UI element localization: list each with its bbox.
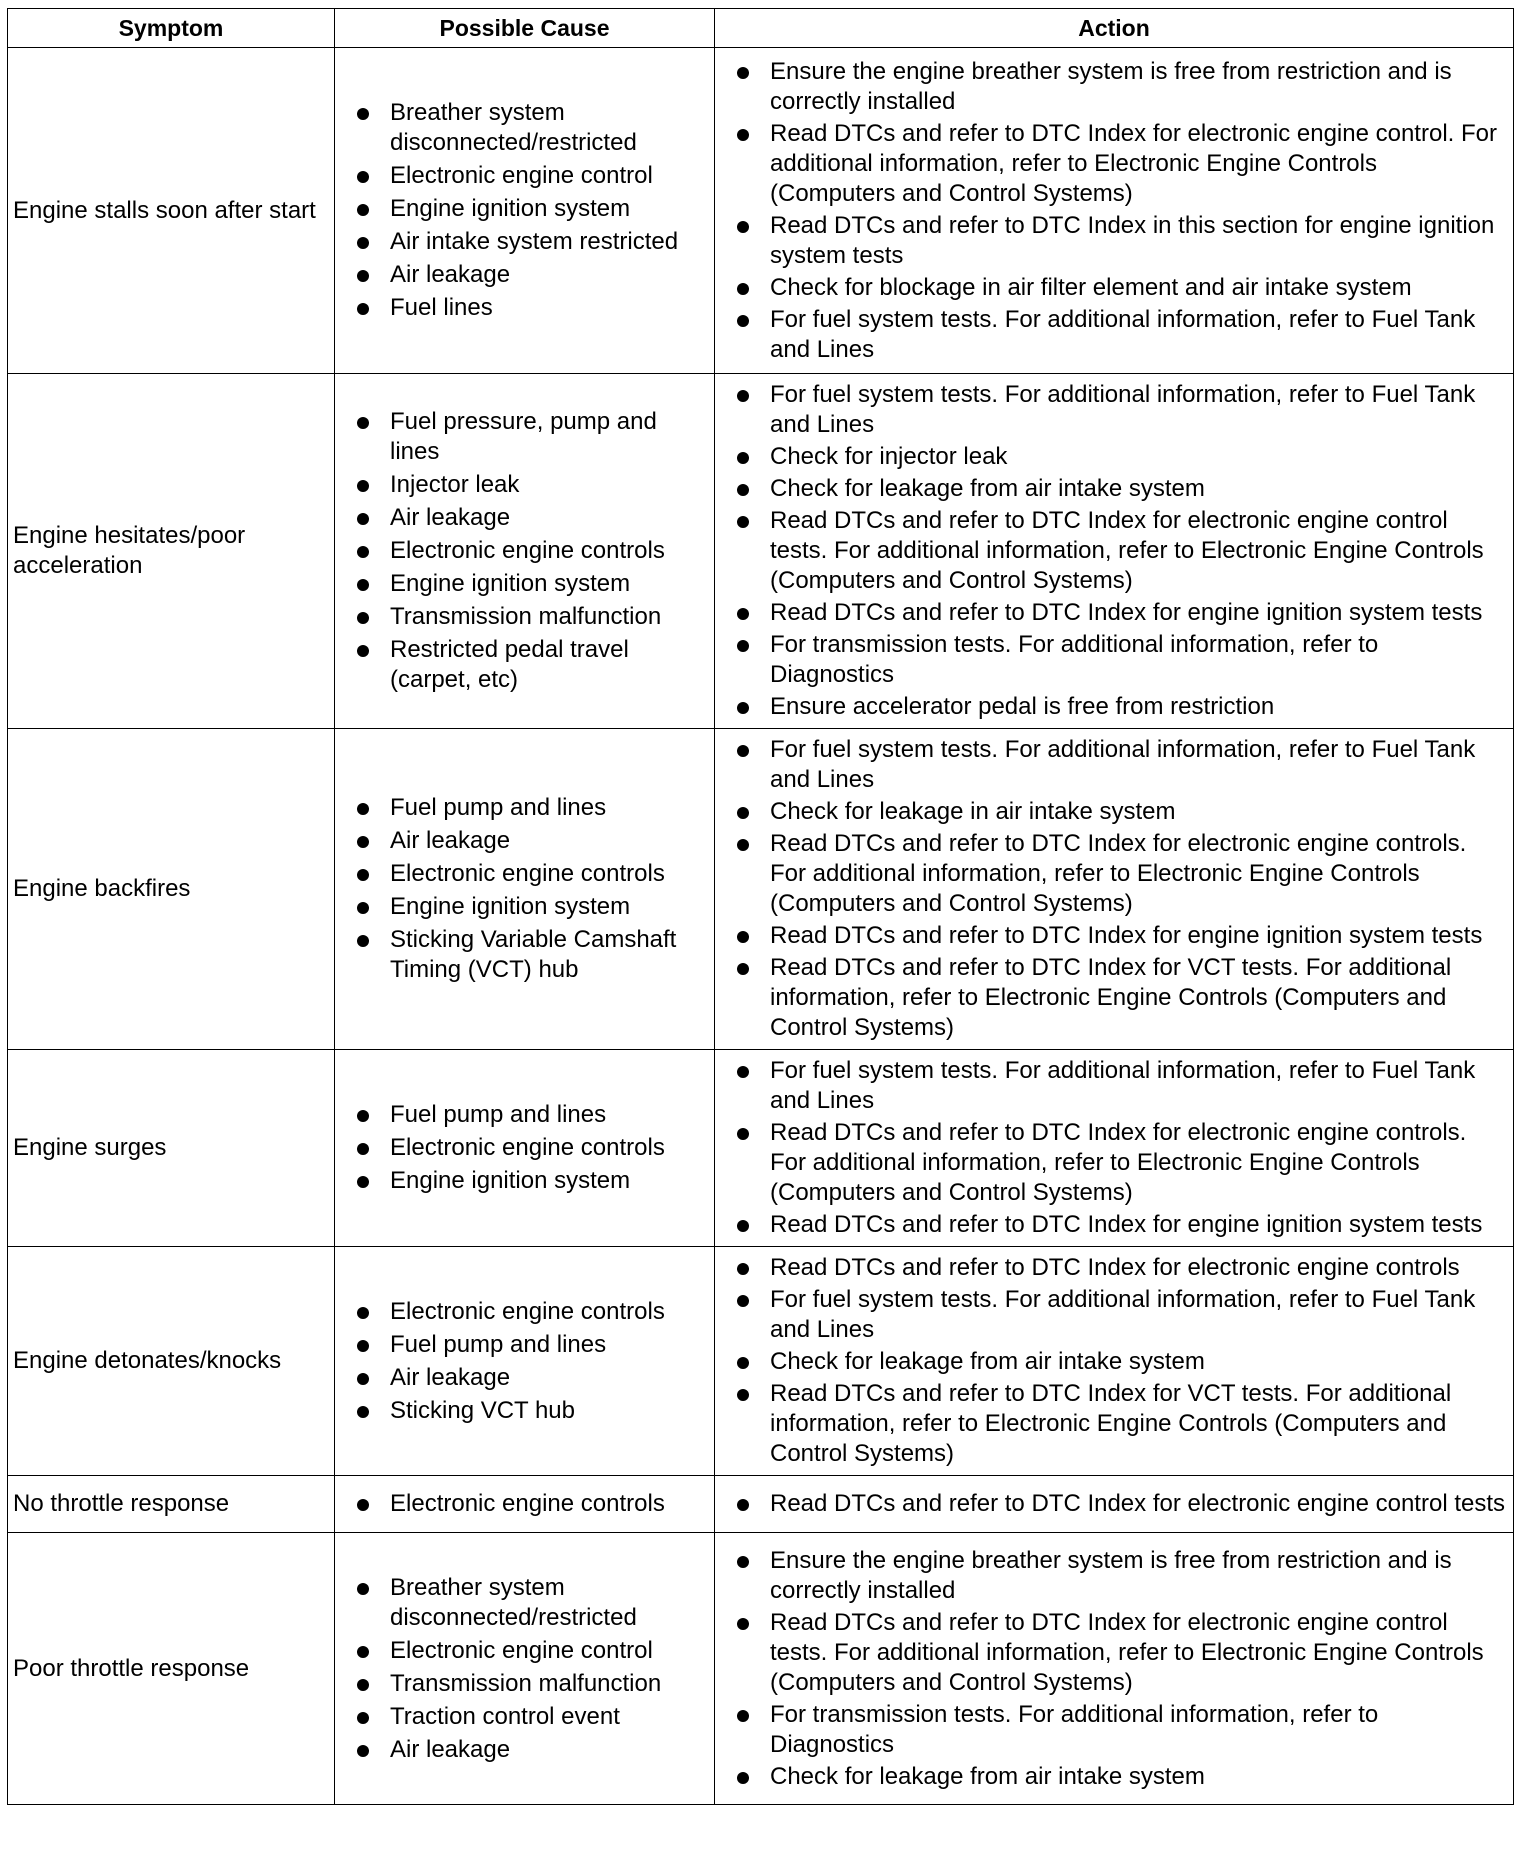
- possible-cause-cell: [335, 374, 715, 729]
- header-symptom: Symptom: [8, 9, 335, 48]
- possible-cause-cell: [335, 1050, 715, 1247]
- action-item: Read DTCs and refer to DTC Index for electronic engine control tests. For additional information, refer to Electronic Engine Controls (Computers and Control Systems): [770, 1608, 1505, 1698]
- cause-item: Breather system disconnected/restricted: [390, 1573, 708, 1633]
- cause-item: Air leakage: [390, 1363, 708, 1393]
- symptom-cell: Engine stalls soon after start: [8, 48, 335, 374]
- cause-list: [335, 793, 714, 985]
- action-list: [715, 1489, 1513, 1519]
- cause-item: Electronic engine controls: [390, 1297, 708, 1327]
- action-cell: [715, 1050, 1514, 1247]
- table-header-row: [8, 9, 1514, 48]
- action-item: Read DTCs and refer to DTC Index for electronic engine controls. For additional information, refer to Electronic Engine Controls (Computers and Control Systems): [770, 829, 1505, 919]
- action-item: For transmission tests. For additional information, refer to Diagnostics: [770, 1700, 1505, 1760]
- cause-item: Air leakage: [390, 826, 708, 856]
- possible-cause-cell: [335, 729, 715, 1050]
- action-list: [715, 57, 1513, 365]
- cause-item: Engine ignition system: [390, 569, 708, 599]
- action-item: Ensure the engine breather system is free from restriction and is correctly installed: [770, 1546, 1505, 1606]
- action-item: Read DTCs and refer to DTC Index for engine ignition system tests: [770, 1210, 1505, 1240]
- cause-list: [335, 407, 714, 695]
- cause-item: Air intake system restricted: [390, 227, 708, 257]
- cause-item: Sticking VCT hub: [390, 1396, 708, 1426]
- cause-item: Electronic engine controls: [390, 1133, 708, 1163]
- possible-cause-cell: [335, 48, 715, 374]
- action-item: For fuel system tests. For additional information, refer to Fuel Tank and Lines: [770, 1056, 1505, 1116]
- action-cell: [715, 1533, 1514, 1805]
- cause-item: Fuel lines: [390, 293, 708, 323]
- action-item: Read DTCs and refer to DTC Index for VCT tests. For additional information, refer to Electronic Engine Controls (Computers and Control Systems): [770, 953, 1505, 1043]
- cause-item: Sticking Variable Camshaft Timing (VCT) hub: [390, 925, 708, 985]
- possible-cause-cell: [335, 1476, 715, 1533]
- cause-list: [335, 1573, 714, 1765]
- action-list: [715, 1253, 1513, 1469]
- cause-item: Fuel pump and lines: [390, 1330, 708, 1360]
- header-action: Action: [715, 9, 1514, 48]
- cause-list: [335, 1100, 714, 1196]
- header-possible-cause: Possible Cause: [335, 9, 715, 48]
- cause-item: Breather system disconnected/restricted: [390, 98, 708, 158]
- action-item: Check for leakage from air intake system: [770, 474, 1505, 504]
- table-row: [8, 1533, 1514, 1805]
- action-item: For transmission tests. For additional information, refer to Diagnostics: [770, 630, 1505, 690]
- action-item: Read DTCs and refer to DTC Index for electronic engine control tests: [770, 1490, 1505, 1517]
- cause-item: Electronic engine controls: [390, 859, 708, 889]
- symptom-cell: Poor throttle response: [8, 1533, 335, 1805]
- cause-item: Fuel pump and lines: [390, 1100, 708, 1130]
- cause-item: Electronic engine controls: [390, 1489, 708, 1519]
- cause-list: [335, 1489, 714, 1519]
- cause-list: [335, 1297, 714, 1426]
- possible-cause-cell: [335, 1533, 715, 1805]
- action-item: For fuel system tests. For additional information, refer to Fuel Tank and Lines: [770, 305, 1505, 365]
- action-item: Check for leakage from air intake system: [770, 1347, 1505, 1377]
- cause-item: Injector leak: [390, 470, 708, 500]
- action-item: For fuel system tests. For additional information, refer to Fuel Tank and Lines: [770, 1285, 1505, 1345]
- table-body: [8, 48, 1514, 1805]
- action-item: For fuel system tests. For additional information, refer to Fuel Tank and Lines: [770, 735, 1505, 795]
- symptom-chart-table: [7, 8, 1514, 1805]
- action-cell: [715, 374, 1514, 729]
- cause-item: Engine ignition system: [390, 194, 708, 224]
- table-row: [8, 1050, 1514, 1247]
- action-item: Check for leakage from air intake system: [770, 1762, 1505, 1792]
- symptom-cell: Engine surges: [8, 1050, 335, 1247]
- action-list: [715, 735, 1513, 1043]
- action-cell: [715, 1247, 1514, 1476]
- action-item: Read DTCs and refer to DTC Index for engine ignition system tests: [770, 598, 1505, 628]
- action-list: [715, 1546, 1513, 1792]
- table-row: [8, 374, 1514, 729]
- possible-cause-cell: [335, 1247, 715, 1476]
- cause-item: Electronic engine control: [390, 1636, 708, 1666]
- action-item: Read DTCs and refer to DTC Index in this section for engine ignition system tests: [770, 211, 1505, 271]
- cause-item: Restricted pedal travel (carpet, etc): [390, 635, 708, 695]
- symptom-cell: Engine hesitates/poor acceleration: [8, 374, 335, 729]
- cause-item: Engine ignition system: [390, 1166, 708, 1196]
- action-item: Check for injector leak: [770, 442, 1505, 472]
- table-row: [8, 48, 1514, 374]
- action-item: Read DTCs and refer to DTC Index for VCT tests. For additional information, refer to Electronic Engine Controls (Computers and Control Systems): [770, 1379, 1505, 1469]
- cause-item: Air leakage: [390, 260, 708, 290]
- action-item: Read DTCs and refer to DTC Index for electronic engine controls. For additional information, refer to Electronic Engine Controls (Computers and Control Systems): [770, 1118, 1505, 1208]
- cause-item: Transmission malfunction: [390, 1669, 708, 1699]
- action-item: Read DTCs and refer to DTC Index for electronic engine control tests. For additional information, refer to Electronic Engine Controls (Computers and Control Systems): [770, 506, 1505, 596]
- cause-list: [335, 98, 714, 323]
- cause-item: Fuel pump and lines: [390, 793, 708, 823]
- symptom-cell: Engine detonates/knocks: [8, 1247, 335, 1476]
- cause-item: Fuel pressure, pump and lines: [390, 407, 708, 467]
- action-item: Check for leakage in air intake system: [770, 797, 1505, 827]
- diagnosis-table-sheet: [7, 8, 1513, 1805]
- cause-item: Engine ignition system: [390, 892, 708, 922]
- action-list: [715, 380, 1513, 722]
- action-item: Check for blockage in air filter element and air intake system: [770, 273, 1505, 303]
- cause-item: Transmission malfunction: [390, 602, 708, 632]
- action-list: [715, 1056, 1513, 1240]
- symptom-cell: Engine backfires: [8, 729, 335, 1050]
- cause-item: Air leakage: [390, 503, 708, 533]
- cause-item: Traction control event: [390, 1702, 708, 1732]
- action-cell: [715, 1476, 1514, 1533]
- action-item: For fuel system tests. For additional information, refer to Fuel Tank and Lines: [770, 380, 1505, 440]
- table-row: [8, 729, 1514, 1050]
- action-item: Read DTCs and refer to DTC Index for electronic engine control. For additional information, refer to Electronic Engine Controls (Computers and Control Systems): [770, 119, 1505, 209]
- action-cell: [715, 729, 1514, 1050]
- table-row: [8, 1247, 1514, 1476]
- symptom-cell: No throttle response: [8, 1476, 335, 1533]
- cause-item: Air leakage: [390, 1735, 708, 1765]
- action-cell: [715, 48, 1514, 374]
- action-item: Read DTCs and refer to DTC Index for engine ignition system tests: [770, 921, 1505, 951]
- action-item: Ensure accelerator pedal is free from restriction: [770, 692, 1505, 722]
- action-item: Ensure the engine breather system is free from restriction and is correctly installed: [770, 57, 1505, 117]
- cause-item: Electronic engine control: [390, 161, 708, 191]
- table-row: [8, 1476, 1514, 1533]
- action-item: Read DTCs and refer to DTC Index for electronic engine controls: [770, 1253, 1505, 1283]
- cause-item: Electronic engine controls: [390, 536, 708, 566]
